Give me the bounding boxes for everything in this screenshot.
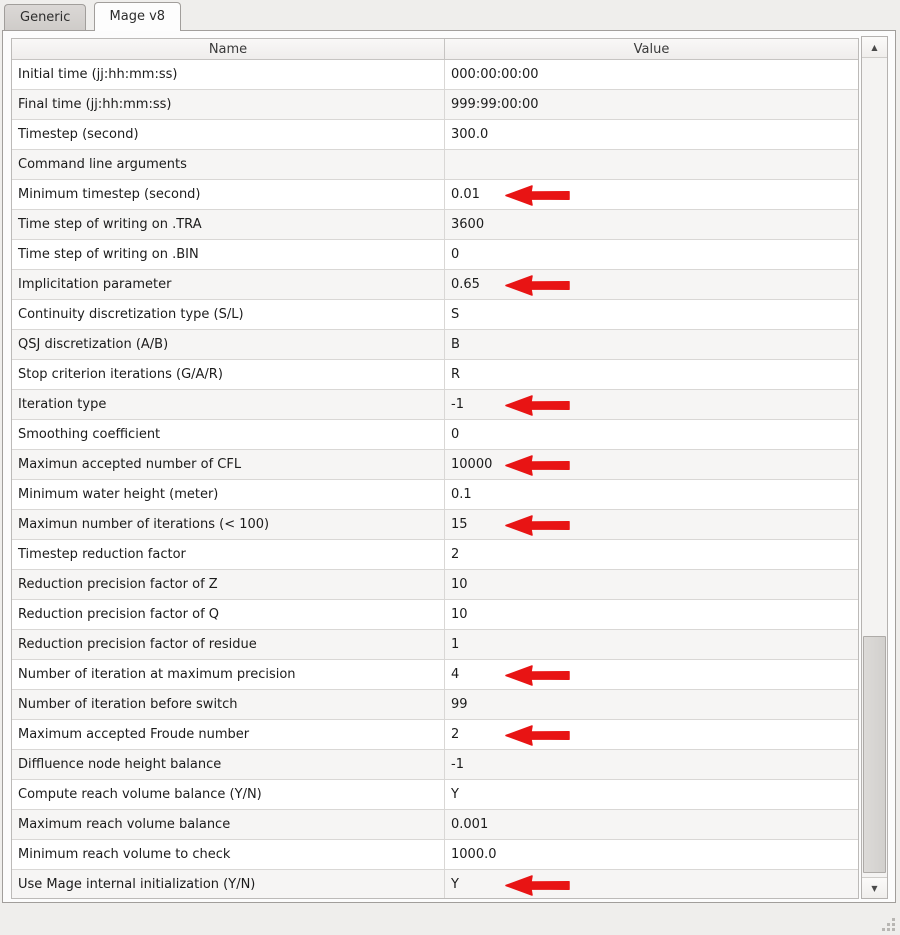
scrollbar-thumb[interactable] <box>863 636 886 873</box>
param-name-cell: Iteration type <box>12 390 445 419</box>
table-row[interactable] <box>12 330 858 360</box>
table-row[interactable] <box>12 420 858 450</box>
param-value-cell <box>445 240 858 269</box>
param-value-text: 15 <box>451 517 468 532</box>
table-header-row <box>12 39 858 60</box>
table-row[interactable] <box>12 750 858 780</box>
table-row[interactable] <box>12 660 858 690</box>
param-value-text: 0.01 <box>451 187 480 202</box>
parameters-panel <box>2 30 896 903</box>
param-name-cell: Initial time (jj:hh:mm:ss) <box>12 60 445 89</box>
param-value-cell <box>445 510 858 539</box>
param-value-cell <box>445 720 858 749</box>
param-name-cell: Smoothing coefficient <box>12 420 445 449</box>
red-arrow-icon <box>505 395 571 416</box>
param-value-cell <box>445 330 858 359</box>
param-name-cell: Maximum reach volume balance <box>12 810 445 839</box>
param-value-cell <box>445 690 858 719</box>
param-value-cell <box>445 870 858 899</box>
table-row[interactable] <box>12 120 858 150</box>
param-name-cell: Timestep reduction factor <box>12 540 445 569</box>
param-value-cell <box>445 600 858 629</box>
red-arrow-icon <box>505 875 571 896</box>
param-name-cell: QSJ discretization (A/B) <box>12 330 445 359</box>
param-value-cell <box>445 360 858 389</box>
param-name-cell: Maximun number of iterations (< 100) <box>12 510 445 539</box>
tab-generic-label: Generic <box>20 10 71 25</box>
param-name-cell: Number of iteration before switch <box>12 690 445 719</box>
red-arrow-icon <box>505 515 571 536</box>
param-value-text: 0.65 <box>451 277 480 292</box>
param-value-text: 10 <box>451 577 468 592</box>
param-value-text: B <box>451 337 460 352</box>
param-value-cell <box>445 570 858 599</box>
param-value-text: 1 <box>451 637 460 652</box>
red-arrow-icon <box>505 725 571 746</box>
param-value-text: 10000 <box>451 457 493 472</box>
param-value-cell <box>445 750 858 779</box>
param-value-text: 300.0 <box>451 127 489 142</box>
column-header-value[interactable]: Value <box>633 41 670 57</box>
param-value-cell <box>445 210 858 239</box>
table-row[interactable] <box>12 240 858 270</box>
param-value-text: 99 <box>451 697 468 712</box>
param-name-cell: Minimum reach volume to check <box>12 840 445 869</box>
resize-grip-icon[interactable] <box>879 914 897 932</box>
param-value-cell <box>445 390 858 419</box>
table-row[interactable] <box>12 870 858 899</box>
table-row[interactable] <box>12 90 858 120</box>
param-value-cell <box>445 270 858 299</box>
param-name-cell: Compute reach volume balance (Y/N) <box>12 780 445 809</box>
param-name-cell: Time step of writing on .TRA <box>12 210 445 239</box>
param-value-cell <box>445 780 858 809</box>
param-name-cell: Diffluence node height balance <box>12 750 445 779</box>
table-row[interactable] <box>12 300 858 330</box>
table-row[interactable] <box>12 480 858 510</box>
table-row[interactable] <box>12 570 858 600</box>
param-value-cell <box>445 300 858 329</box>
scroll-up-icon: ▲ <box>871 42 878 52</box>
param-value-text: 000:00:00:00 <box>451 67 539 82</box>
table-row[interactable] <box>12 360 858 390</box>
param-value-cell <box>445 450 858 479</box>
tab-bar <box>0 0 900 30</box>
param-value-text: -1 <box>451 757 464 772</box>
param-value-cell <box>445 420 858 449</box>
param-name-cell: Minimum timestep (second) <box>12 180 445 209</box>
table-row[interactable] <box>12 180 858 210</box>
param-name-cell: Reduction precision factor of Z <box>12 570 445 599</box>
parameters-table <box>11 38 859 899</box>
param-name-cell: Use Mage internal initialization (Y/N) <box>12 870 445 899</box>
param-value-text: 0 <box>451 247 460 262</box>
param-name-cell: Maximum accepted Froude number <box>12 720 445 749</box>
param-value-text: 2 <box>451 727 460 742</box>
param-name-cell: Final time (jj:hh:mm:ss) <box>12 90 445 119</box>
red-arrow-icon <box>505 275 571 296</box>
param-value-cell <box>445 180 858 209</box>
param-name-cell: Minimum water height (meter) <box>12 480 445 509</box>
table-row[interactable] <box>12 540 858 570</box>
table-row[interactable] <box>12 150 858 180</box>
param-name-cell: Time step of writing on .BIN <box>12 240 445 269</box>
red-arrow-icon <box>505 185 571 206</box>
status-bar <box>0 903 900 935</box>
tab-mage-v8-label: Mage v8 <box>109 9 166 24</box>
table-row[interactable] <box>12 840 858 870</box>
param-value-text: 3600 <box>451 217 485 232</box>
table-row[interactable] <box>12 210 858 240</box>
table-row[interactable] <box>12 60 858 90</box>
param-value-cell <box>445 120 858 149</box>
param-value-cell <box>445 60 858 89</box>
table-body <box>12 60 858 899</box>
param-value-text: 999:99:00:00 <box>451 97 539 112</box>
param-value-text: S <box>451 307 460 322</box>
table-row[interactable] <box>12 810 858 840</box>
table-row[interactable] <box>12 390 858 420</box>
param-name-cell: Command line arguments <box>12 150 445 179</box>
param-name-cell: Continuity discretization type (S/L) <box>12 300 445 329</box>
param-value-text: 0.1 <box>451 487 472 502</box>
red-arrow-icon <box>505 665 571 686</box>
scrollbar-track[interactable] <box>862 58 887 877</box>
table-row[interactable] <box>12 510 858 540</box>
param-name-cell: Stop criterion iterations (G/A/R) <box>12 360 445 389</box>
param-value-text: R <box>451 367 461 382</box>
param-value-cell <box>445 840 858 869</box>
param-value-cell <box>445 540 858 569</box>
table-row[interactable] <box>12 690 858 720</box>
param-value-cell <box>445 660 858 689</box>
param-value-text: -1 <box>451 397 464 412</box>
param-value-text: 1000.0 <box>451 847 497 862</box>
param-value-text: 0.001 <box>451 817 489 832</box>
table-row[interactable] <box>12 720 858 750</box>
table-row[interactable] <box>12 630 858 660</box>
param-name-cell: Reduction precision factor of residue <box>12 630 445 659</box>
param-value-text: Y <box>451 787 459 802</box>
param-value-text: 2 <box>451 547 460 562</box>
red-arrow-icon <box>505 455 571 476</box>
param-value-cell <box>445 90 858 119</box>
param-value-cell <box>445 630 858 659</box>
param-name-cell: Reduction precision factor of Q <box>12 600 445 629</box>
param-name-cell: Maximun accepted number of CFL <box>12 450 445 479</box>
param-name-cell: Number of iteration at maximum precision <box>12 660 445 689</box>
column-header-name[interactable]: Name <box>12 39 445 59</box>
table-row[interactable] <box>12 270 858 300</box>
param-name-cell: Timestep (second) <box>12 120 445 149</box>
vertical-scrollbar[interactable] <box>861 36 888 899</box>
tab-generic[interactable] <box>4 4 86 30</box>
param-value-text: 10 <box>451 607 468 622</box>
scrollbar-down-button[interactable] <box>862 877 887 898</box>
table-row[interactable] <box>12 450 858 480</box>
tab-mage-v8[interactable] <box>94 2 182 31</box>
param-value-cell <box>445 150 858 179</box>
scrollbar-up-button[interactable] <box>862 37 887 58</box>
table-row[interactable] <box>12 600 858 630</box>
param-name-cell: Implicitation parameter <box>12 270 445 299</box>
param-value-text: 4 <box>451 667 460 682</box>
param-value-text: 0 <box>451 427 460 442</box>
scroll-down-icon: ▼ <box>871 883 878 893</box>
table-row[interactable] <box>12 780 858 810</box>
param-value-text: Y <box>451 877 459 892</box>
param-value-cell <box>445 810 858 839</box>
param-value-cell <box>445 480 858 509</box>
